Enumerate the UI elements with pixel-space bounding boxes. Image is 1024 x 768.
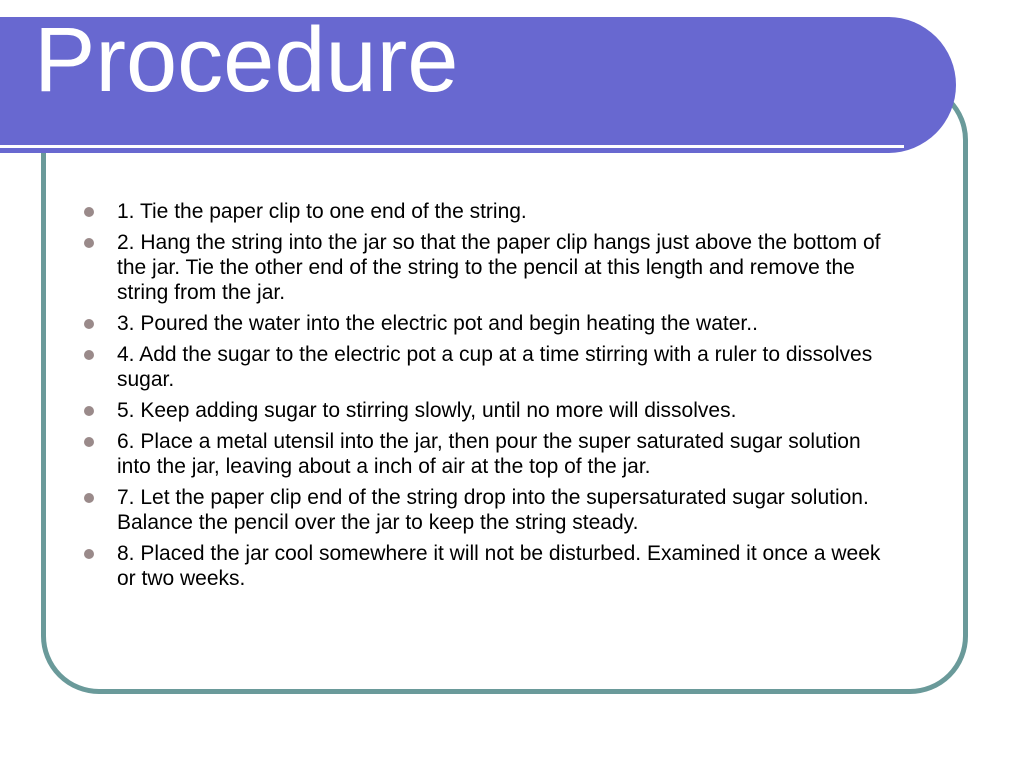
bullet-dot-icon — [84, 207, 94, 217]
bullet-dot-icon — [84, 319, 94, 329]
bullet-dot-icon — [84, 549, 94, 559]
list-item — [80, 342, 892, 392]
list-item-text: 2. Hang the string into the jar so that the paper clip hangs just above the bottom of the jar. Tie the other end of the string to the pencil at this length and remove the string from the jar. — [117, 231, 881, 304]
list-item-text: 4. Add the sugar to the electric pot a cup at a time stirring with a ruler to dissolves sugar. — [117, 343, 873, 391]
list-item-text: 1. Tie the paper clip to one end of the string. — [117, 200, 527, 223]
title-underline — [0, 145, 904, 148]
list-item — [80, 311, 892, 336]
bullet-dot-icon — [84, 493, 94, 503]
list-item-text: 6. Place a metal utensil into the jar, then pour the super saturated sugar solution into the jar, leaving about a inch of air at the top of the jar. — [117, 430, 861, 478]
slide-title: Procedure — [34, 9, 459, 111]
bullet-dot-icon — [84, 238, 94, 248]
list-item-text: 5. Keep adding sugar to stirring slowly, until no more will dissolves. — [117, 399, 737, 422]
list-item — [80, 541, 892, 591]
bullet-dot-icon — [84, 406, 94, 416]
list-item — [80, 199, 892, 224]
list-item — [80, 230, 892, 305]
list-item — [80, 398, 892, 423]
bullet-list — [80, 199, 892, 597]
list-item-text: 3. Poured the water into the electric pot and begin heating the water.. — [117, 312, 758, 335]
list-item — [80, 429, 892, 479]
list-item-text: 7. Let the paper clip end of the string drop into the supersaturated sugar solution. Balance the pencil over the jar to keep the string steady. — [117, 486, 869, 534]
list-item — [80, 485, 892, 535]
bullet-dot-icon — [84, 350, 94, 360]
list-item-text: 8. Placed the jar cool somewhere it will not be disturbed. Examined it once a week or two weeks. — [117, 542, 881, 590]
bullet-dot-icon — [84, 437, 94, 447]
